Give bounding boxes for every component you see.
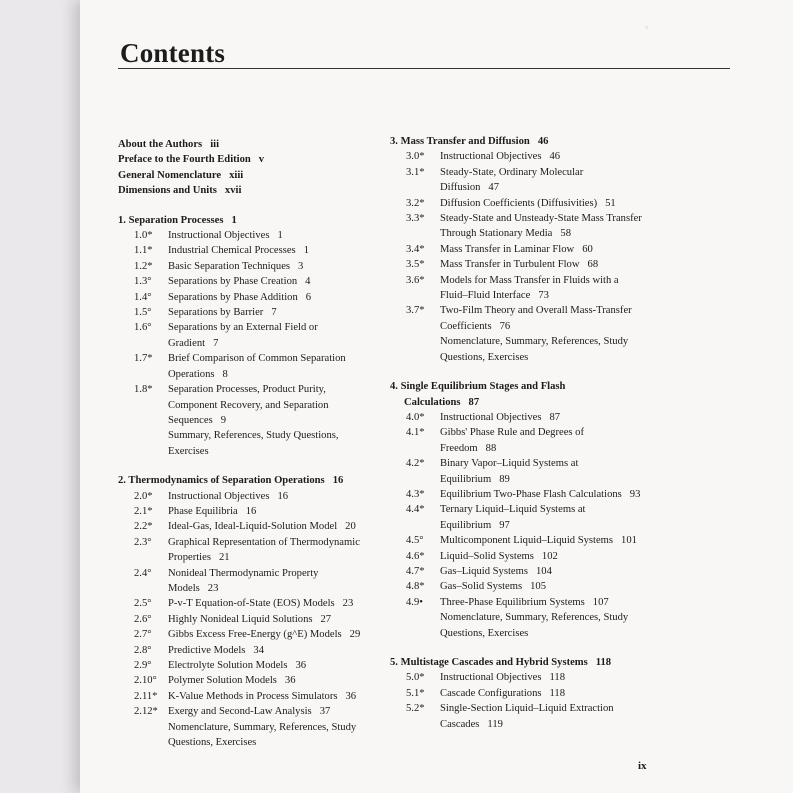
section-page: 89: [499, 473, 510, 485]
section-title-line: Separations by Phase Creation: [168, 276, 298, 288]
toc-entry: [118, 228, 388, 243]
section-title: [168, 504, 388, 519]
toc-entry: [390, 273, 690, 304]
toc-entry: [118, 243, 388, 258]
section-title: [168, 596, 388, 611]
toc-entry: [390, 425, 690, 456]
toc-entry: [118, 658, 388, 673]
section-page: 23: [342, 598, 354, 610]
toc-entry: [118, 320, 388, 351]
chapter-heading-line: Calculations: [404, 396, 461, 408]
chapter-5-block: [390, 655, 690, 732]
section-page: 68: [587, 259, 599, 271]
section-number: 1.5°: [134, 307, 152, 319]
section-title: [440, 257, 690, 272]
section-title-line: Gradient: [168, 337, 206, 349]
toc-entry: [390, 410, 690, 425]
section-number: 4.5°: [406, 535, 424, 547]
chapter-page: 46: [537, 136, 549, 147]
section-title-line: Gas–Liquid Systems: [440, 565, 528, 577]
chapter-end-matter: [118, 720, 388, 751]
bleed-through-header: ▫: [645, 22, 649, 32]
toc-entry: [118, 290, 388, 305]
section-title-line: Ideal-Gas, Ideal-Liquid-Solution Model: [168, 521, 338, 533]
end-matter-line: Nomenclature, Summary, References, Study: [440, 612, 629, 624]
section-page: 107: [592, 596, 609, 608]
section-number: 4.1*: [406, 427, 425, 439]
section-title: [168, 519, 388, 534]
section-title-line: Brief Comparison of Common Separation: [168, 353, 346, 365]
section-title-line: Gibbs' Phase Rule and Degrees of: [440, 427, 585, 439]
front-matter-page: xiii: [229, 169, 244, 181]
chapter-heading-line: 4. Single Equilibrium Stages and Flash: [390, 381, 566, 393]
end-matter-line: Nomenclature, Summary, References, Study: [168, 721, 357, 733]
toc-entry: [390, 564, 690, 579]
toc-entry: [390, 670, 690, 685]
section-title: [440, 410, 690, 425]
toc-entry: [390, 303, 690, 334]
section-number: 2.4°: [134, 567, 152, 579]
end-matter-line: Exercises: [168, 445, 209, 457]
section-number: 4.4*: [406, 504, 425, 516]
section-title: [440, 456, 690, 487]
chapter-3-block: [390, 134, 690, 365]
section-title: [440, 670, 690, 685]
toc-entry: [118, 689, 388, 704]
section-page: 21: [218, 552, 230, 564]
title-rule: [118, 68, 730, 69]
section-number: 4.3*: [406, 488, 425, 500]
front-matter-title: About the Authors: [118, 139, 203, 150]
section-page: 3: [298, 260, 304, 272]
section-number: 2.11*: [134, 690, 158, 702]
toc-entry: [390, 456, 690, 487]
section-page: 87: [549, 411, 561, 423]
toc-entry: [118, 519, 388, 534]
toc-entry: [118, 504, 388, 519]
section-number: 5.1*: [406, 687, 425, 699]
toc-entry: [390, 242, 690, 257]
page-title: Contents: [120, 38, 226, 68]
toc-entry: [390, 595, 690, 610]
section-number: 4.8*: [406, 581, 425, 593]
section-number: 3.5*: [406, 259, 425, 271]
front-matter-page: v: [258, 154, 265, 166]
section-page: 1: [277, 230, 283, 242]
section-number: 4.6*: [406, 550, 425, 562]
section-title-line: Equilibrium: [440, 473, 492, 485]
chapter-heading: [390, 134, 690, 149]
front-matter-entry: [118, 152, 388, 167]
section-number: 4.9•: [406, 596, 423, 608]
section-title-line: Basic Separation Techniques: [168, 260, 291, 272]
chapter-heading-text: 3. Mass Transfer and Diffusion: [390, 136, 530, 147]
section-title-line: Models: [168, 582, 200, 594]
section-title: [440, 211, 690, 242]
section-title-line: Separations by Phase Addition: [168, 291, 298, 303]
section-number: 3.4*: [406, 243, 425, 255]
section-page: 93: [629, 488, 641, 500]
section-title: [440, 165, 690, 196]
section-title-line: Exergy and Second-Law Analysis: [168, 706, 312, 718]
toc-entry: [118, 305, 388, 320]
section-page: 7: [271, 307, 277, 319]
section-page: 9: [220, 414, 227, 426]
section-title-line: Instructional Objectives: [168, 230, 270, 242]
section-number: 1.1*: [134, 245, 153, 257]
section-title: [168, 689, 388, 704]
section-title-line: Liquid–Solid Systems: [440, 550, 534, 562]
section-title-line: Through Stationary Media: [440, 228, 553, 240]
front-matter-page: iii: [210, 139, 220, 150]
section-number: 5.2*: [406, 703, 425, 715]
chapter-heading-text: 1. Separation Processes: [118, 214, 224, 226]
section-number: 3.0*: [406, 151, 425, 163]
chapter-page: 1: [231, 214, 237, 226]
section-title-line: Gibbs Excess Free-Energy (g^E) Models: [168, 629, 342, 641]
section-number: 2.6°: [134, 613, 152, 625]
section-title: [168, 627, 388, 642]
chapter-heading: [390, 379, 690, 410]
section-number: 1.2*: [134, 260, 153, 272]
section-title-line: P-v-T Equation-of-State (EOS) Models: [168, 598, 335, 610]
section-title-line: Mass Transfer in Laminar Flow: [440, 243, 575, 255]
section-page: 118: [549, 687, 565, 699]
toc-entry: [118, 643, 388, 658]
section-title-line: Electrolyte Solution Models: [168, 660, 288, 671]
end-matter-line: Questions, Exercises: [440, 627, 529, 639]
section-title-line: Diffusion Coefficients (Diffusivities): [440, 197, 598, 209]
section-page: 36: [284, 675, 296, 687]
end-matter-line: Summary, References, Study Questions,: [168, 430, 339, 442]
section-number: 1.3°: [134, 276, 152, 288]
chapter-4-block: [390, 379, 690, 641]
section-title: [440, 487, 690, 502]
end-matter-line: Questions, Exercises: [440, 351, 529, 363]
section-title: [440, 502, 690, 533]
section-title: [168, 489, 388, 504]
section-title: [168, 658, 388, 673]
book-page: [80, 0, 793, 793]
section-page: 29: [349, 629, 361, 641]
toc-right-column: [390, 134, 690, 732]
section-page: 104: [536, 565, 552, 577]
section-title-line: Polymer Solution Models: [168, 675, 277, 687]
toc-entry: [118, 673, 388, 688]
section-number: 2.5°: [134, 598, 152, 610]
section-title: [440, 149, 690, 164]
section-number: 3.1*: [406, 166, 425, 178]
section-title: [168, 704, 388, 719]
section-title-line: Steady-State, Ordinary Molecular: [440, 166, 584, 178]
section-title-line: Graphical Representation of Thermodynamic: [168, 536, 360, 548]
section-number: 1.6°: [134, 322, 152, 334]
front-matter-entry: [118, 137, 388, 152]
section-title-line: Models for Mass Transfer in Fluids with a: [440, 274, 619, 286]
section-title-line: Binary Vapor–Liquid Systems at: [440, 458, 579, 470]
toc-entry: [390, 257, 690, 272]
section-title: [168, 274, 388, 289]
section-page: 4: [305, 276, 311, 288]
page-number: ix: [638, 760, 647, 772]
section-title-line: K-Value Methods in Process Simulators: [168, 690, 338, 702]
chapter-end-matter: [390, 610, 690, 641]
section-title-line: Predictive Models: [168, 644, 246, 656]
toc-entry: [118, 627, 388, 642]
section-title: [168, 643, 388, 658]
chapter-end-matter: [390, 334, 690, 365]
section-number: 2.9°: [134, 660, 152, 671]
section-title-line: Instructional Objectives: [440, 151, 542, 163]
section-title-line: Fluid–Fluid Interface: [440, 290, 531, 302]
section-page: 1: [303, 245, 309, 257]
section-title-line: Phase Equilibria: [168, 505, 238, 517]
chapter-end-matter: [118, 428, 388, 459]
section-page: 105: [530, 581, 547, 593]
section-number: 2.8°: [134, 644, 152, 656]
section-number: 5.0*: [406, 672, 425, 684]
section-title-line: Cascade Configurations: [440, 687, 542, 699]
section-number: 4.7*: [406, 565, 425, 577]
toc-entry: [118, 274, 388, 289]
toc-left-column: [118, 137, 388, 750]
toc-entry: [390, 701, 690, 732]
section-number: 2.10°: [134, 675, 157, 687]
section-page: 46: [549, 151, 561, 163]
section-title: [440, 273, 690, 304]
section-title-line: Freedom: [440, 442, 478, 454]
chapter-page: 87: [468, 396, 480, 408]
section-title: [440, 303, 690, 334]
front-matter-page: xvii: [224, 185, 242, 197]
toc-entry: [118, 704, 388, 719]
section-number: 3.2*: [406, 197, 425, 209]
section-title-line: Separation Processes, Product Purity,: [168, 384, 326, 396]
chapter-heading-text: 2. Thermodynamics of Separation Operations: [118, 475, 325, 487]
section-page: 101: [621, 535, 637, 547]
section-number: 2.1*: [134, 505, 153, 517]
section-number: 2.0*: [134, 490, 153, 502]
section-title-line: Nonideal Thermodynamic Property: [168, 567, 319, 579]
toc-entry: [390, 579, 690, 594]
toc-entry: [390, 165, 690, 196]
section-title: [440, 242, 690, 257]
section-title: [440, 564, 690, 579]
section-title-line: Cascades: [440, 718, 480, 730]
section-page: 102: [541, 550, 558, 562]
section-page: 34: [253, 644, 264, 656]
toc-entry: [390, 533, 690, 548]
section-title-line: Equilibrium Two-Phase Flash Calculations: [440, 488, 622, 500]
front-matter-list: [118, 137, 388, 199]
section-page: 16: [245, 505, 257, 517]
section-page: 97: [499, 519, 510, 531]
section-title: [168, 535, 388, 566]
section-title: [440, 686, 690, 701]
end-matter-line: Nomenclature, Summary, References, Study: [440, 336, 629, 348]
section-title-line: Sequences: [168, 414, 213, 426]
section-title-line: Two-Film Theory and Overall Mass-Transfer: [440, 305, 632, 317]
toc-entry: [390, 549, 690, 564]
section-title: [168, 673, 388, 688]
section-page: 118: [549, 672, 565, 684]
section-number: 3.3*: [406, 213, 425, 225]
section-title: [168, 320, 388, 351]
section-title: [168, 351, 388, 382]
front-matter-entry: [118, 168, 388, 183]
section-page: 8: [222, 368, 228, 380]
section-page: 73: [538, 290, 549, 302]
section-title: [440, 579, 690, 594]
toc-entry: [118, 596, 388, 611]
section-title: [168, 290, 388, 305]
section-title: [440, 533, 690, 548]
section-number: 3.6*: [406, 274, 425, 286]
front-matter-title: Dimensions and Units: [118, 185, 217, 197]
section-title-line: Coefficients: [440, 320, 492, 332]
toc-entry: [390, 502, 690, 533]
toc-entry: [390, 686, 690, 701]
section-title-line: Separations by Barrier: [168, 307, 264, 319]
section-number: 2.2*: [134, 521, 153, 533]
toc-entry: [118, 351, 388, 382]
front-matter-title: General Nomenclature: [118, 169, 222, 181]
toc-entry: [118, 566, 388, 597]
section-title: [440, 595, 690, 610]
section-title: [440, 425, 690, 456]
section-page: 6: [305, 291, 312, 303]
section-title: [168, 243, 388, 258]
chapter-heading: [118, 473, 388, 488]
toc-entry: [390, 196, 690, 211]
section-number: 1.7*: [134, 353, 153, 365]
section-page: 76: [499, 320, 511, 332]
section-title-line: Diffusion: [440, 182, 481, 194]
section-page: 60: [582, 243, 593, 255]
section-page: 23: [207, 582, 219, 594]
section-number: 2.3°: [134, 536, 152, 548]
section-page: 58: [560, 228, 571, 240]
section-title-line: Equilibrium: [440, 519, 492, 531]
section-page: 88: [485, 442, 497, 454]
section-number: 4.0*: [406, 411, 425, 423]
toc-entry: [118, 612, 388, 627]
chapter-heading: [118, 213, 388, 228]
section-title: [168, 305, 388, 320]
section-title: [440, 549, 690, 564]
section-number: 3.7*: [406, 305, 425, 317]
section-title-line: Three-Phase Equilibrium Systems: [440, 596, 585, 608]
section-page: 51: [605, 197, 616, 209]
chapter-2-block: [118, 473, 388, 750]
toc-entry: [118, 382, 388, 428]
section-page: 47: [488, 182, 500, 194]
section-title-line: Properties: [168, 552, 211, 564]
section-title: [440, 701, 690, 732]
section-page: 20: [345, 521, 356, 533]
section-title: [440, 196, 690, 211]
toc-entry: [390, 211, 690, 242]
end-matter-line: Questions, Exercises: [168, 737, 257, 749]
front-matter-entry: [118, 183, 388, 198]
section-title-line: Operations: [168, 368, 215, 380]
section-title-line: Component Recovery, and Separation: [168, 399, 329, 411]
section-title-line: Highly Nonideal Liquid Solutions: [168, 613, 313, 625]
front-matter-title: Preface to the Fourth Edition: [118, 154, 251, 166]
section-title-line: Instructional Objectives: [440, 672, 542, 684]
chapter-heading-text: 5. Multistage Cascades and Hybrid Systems: [390, 657, 588, 668]
section-title-line: Multicomponent Liquid–Liquid Systems: [440, 535, 614, 547]
section-number: 1.8*: [134, 384, 153, 396]
section-title-line: Separations by an External Field or: [168, 322, 318, 334]
section-number: 4.2*: [406, 458, 425, 470]
section-page: 37: [319, 706, 331, 718]
section-title-line: Instructional Objectives: [168, 490, 270, 502]
section-title: [168, 259, 388, 274]
toc-entry: [118, 259, 388, 274]
section-title-line: Single-Section Liquid–Liquid Extraction: [440, 703, 614, 715]
section-title: [168, 612, 388, 627]
section-number: 2.12*: [134, 706, 158, 718]
section-title-line: Instructional Objectives: [440, 411, 542, 423]
chapter-heading: [390, 655, 690, 670]
section-page: 27: [320, 613, 332, 625]
section-page: 16: [277, 490, 289, 502]
toc-entry: [390, 149, 690, 164]
section-title: [168, 228, 388, 243]
section-title-line: Gas–Solid Systems: [440, 581, 523, 593]
section-title-line: Industrial Chemical Processes: [168, 245, 296, 257]
section-title-line: Mass Transfer in Turbulent Flow: [440, 259, 580, 271]
section-number: 2.7°: [134, 629, 152, 641]
toc-entry: [390, 487, 690, 502]
section-number: 1.0*: [134, 230, 153, 242]
section-page: 7: [213, 337, 219, 349]
section-title-line: Steady-State and Unsteady-State Mass Transfer: [440, 213, 642, 225]
section-page: 119: [487, 718, 503, 730]
section-title: [168, 566, 388, 597]
section-title: [168, 382, 388, 428]
chapter-page: 16: [332, 475, 344, 487]
chapter-page: 118: [595, 657, 612, 668]
section-number: 1.4°: [134, 291, 152, 303]
chapter-1-block: [118, 213, 388, 460]
section-title-line: Ternary Liquid–Liquid Systems at: [440, 504, 586, 516]
toc-entry: [118, 489, 388, 504]
section-page: 36: [345, 690, 357, 702]
toc-entry: [118, 535, 388, 566]
section-page: 36: [295, 660, 307, 671]
